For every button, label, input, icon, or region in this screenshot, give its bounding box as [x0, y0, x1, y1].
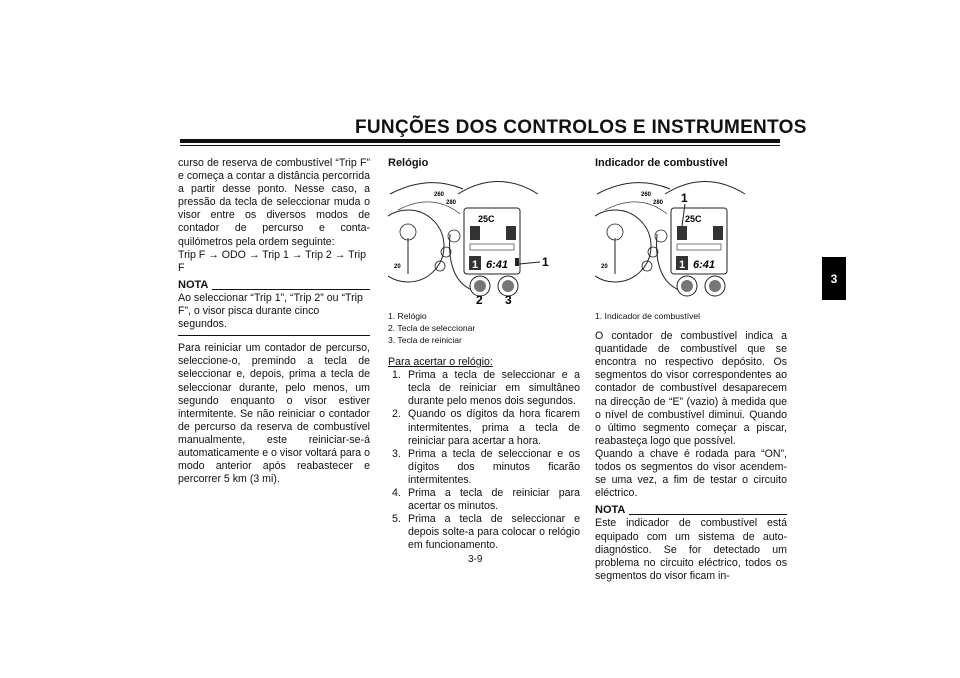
instrument-panel-illustration: [595, 174, 765, 304]
procedure-step: [388, 487, 580, 513]
gauge-label-260: 260: [434, 192, 445, 199]
lcd-fuel-gauge: [470, 226, 480, 240]
nota-label: NOTA: [595, 504, 626, 517]
caption-item: 1. Relógio: [388, 311, 427, 322]
section-title-fuel: Indicador de combustível: [595, 157, 728, 169]
column-2: [388, 157, 580, 553]
paragraph: Quando a chave é rodada para “ON”, todos os segmentos do visor acendem-se uma vez, a fim de testar o circuito eléctrico.: [595, 447, 787, 500]
nota-heading: [178, 279, 370, 292]
reset-button-cap: [709, 280, 721, 292]
nota-label: NOTA: [178, 278, 209, 291]
tach-arc: [390, 183, 463, 194]
lcd-clock: 6:41: [693, 259, 716, 272]
caption-item: 3. Tecla de reiniciar: [388, 335, 462, 346]
paragraph: curso de reserva de combustível “Trip F” e começa a contar a distância percorrida a partir desse ponto. Nesse caso, a pressão da tecla de seleccionar muda o visor entre os diversos modos de contador de percurso e conta-quilómetros pela ordem seguinte:: [178, 157, 370, 248]
fuel-figure: [595, 174, 745, 304]
instrument-panel-illustration: [388, 174, 558, 304]
header-rule: [180, 139, 780, 143]
lcd-gear: 1: [679, 259, 686, 272]
column-3: [595, 157, 787, 583]
nota-heading: [595, 504, 787, 517]
procedure-step: [388, 408, 580, 447]
figure-captions: [388, 310, 580, 346]
step-number: 5.: [392, 513, 401, 526]
clock-figure: [388, 174, 549, 305]
column-1: [178, 157, 370, 486]
tach-arc: [597, 183, 670, 194]
procedure-steps: [388, 369, 580, 552]
gauge-label-20: 20: [601, 264, 608, 271]
gauge-label-280: 280: [446, 200, 457, 207]
lcd-clock: 6:41: [486, 259, 509, 272]
step-number: 2.: [392, 408, 401, 421]
lcd-gear: 1: [472, 259, 479, 272]
lcd-temperature: 25C: [685, 214, 702, 225]
callout-1: 1: [542, 255, 549, 270]
lcd-temp-gauge: [506, 226, 516, 240]
nota-rule: [212, 289, 370, 290]
figure-captions: [595, 310, 787, 322]
header-rule-thin: [180, 145, 780, 146]
select-button-cap: [474, 280, 486, 292]
gauge-label-260: 260: [641, 192, 652, 199]
paragraph: O contador de combustível indica a quantidade de combustível que se encontra no respectivo depósito. Os segmentos do visor correspondentes ao contador de combustível desaparecem na direcção de “E” (vazio) à medida que o nível de combustível diminui. Quando o último segmento começar a piscar, reabasteça logo que possível.: [595, 330, 787, 447]
chapter-tab: 3: [822, 257, 846, 300]
tach-dial: [388, 210, 444, 282]
procedure-step: [388, 448, 580, 487]
tach-hub: [400, 224, 416, 240]
nota-text: Ao seleccionar “Trip 1”, “Trip 2” ou “Trip F”, o visor pisca durante cinco segundos.: [178, 291, 363, 331]
tach-hub: [607, 224, 623, 240]
nota-text: Este indicador de combustível está equipado com um sistema de auto-diagnóstico. Se for detectado um problema no circuito eléctrico, todos os segmentos do visor ficam in-: [595, 517, 787, 582]
step-text: Prima a tecla de seleccionar e depois solte-a para colocar o relógio em funcionamento.: [408, 513, 580, 552]
mode-sequence: Trip F → ODO → Trip 1 → Trip 2 → Trip F: [178, 248, 366, 274]
reset-button-cap: [502, 280, 514, 292]
lcd-marker: [515, 258, 519, 266]
step-text: Quando os dígitos da hora ficarem intermitentes, prima a tecla de reiniciar para acertar a hora.: [408, 408, 580, 447]
callout-2: 2: [476, 293, 483, 305]
step-number: 1.: [392, 369, 401, 382]
select-button-cap: [681, 280, 693, 292]
step-number: 4.: [392, 487, 401, 500]
tach-dial: [595, 210, 651, 282]
speed-arc: [665, 182, 745, 195]
step-number: 3.: [392, 447, 401, 460]
procedure-heading: Para acertar o relógio:: [388, 356, 493, 369]
step-text: Prima a tecla de reiniciar para acertar os minutos.: [408, 487, 580, 513]
callout-leader: [519, 262, 540, 264]
caption-item: 2. Tecla de seleccionar: [388, 323, 476, 334]
procedure-step: [388, 369, 580, 408]
paragraph: Para reiniciar um contador de percurso, seleccione-o, premindo a tecla de seleccionar e, depois, prima a tecla de seleccionar durante, pelo menos, um segundo enquanto o visor estiver intermitente. Se não reiniciar o contador de percurso da reserva de combustível manualmente, este reiniciar-se-á automaticamente e o visor voltará para o modo anterior após reabastecer e percorrer 5 km (3 mi).: [178, 342, 370, 486]
nota-rule: [629, 514, 787, 515]
lcd-fuel-gauge: [677, 226, 687, 240]
section-title-clock: Relógio: [388, 157, 429, 169]
gauge-label-280: 280: [653, 200, 664, 207]
page-header-title: FUNÇÕES DOS CONTROLOS E INSTRUMENTOS: [355, 117, 807, 138]
lcd-temp-gauge: [713, 226, 723, 240]
nota-end-rule: [178, 335, 370, 336]
procedure-step: [388, 513, 580, 552]
lcd-temperature: 25C: [478, 214, 495, 225]
caption-item: 1. Indicador de combustível: [595, 311, 701, 322]
step-text: Prima a tecla de seleccionar e os dígitos dos minutos ficarão intermitentes.: [408, 447, 580, 486]
step-text: Prima a tecla de seleccionar e a tecla de reiniciar em simultâneo durante pelo menos dois segundos.: [408, 369, 580, 408]
speed-arc: [458, 182, 538, 195]
callout-3: 3: [505, 293, 512, 305]
page-number: 3-9: [468, 554, 483, 565]
callout-1: 1: [681, 191, 688, 206]
gauge-label-20: 20: [394, 264, 401, 271]
